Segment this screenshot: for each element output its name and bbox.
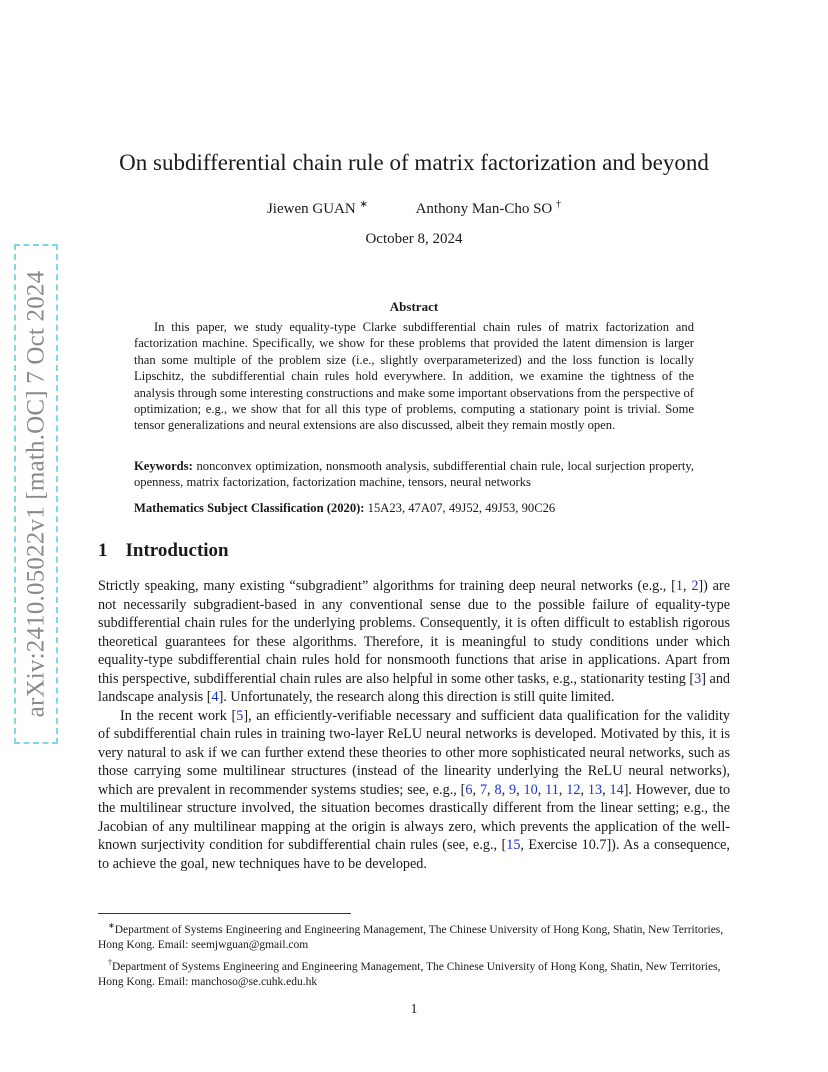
keywords — [134, 458, 694, 491]
author-1 — [267, 201, 368, 217]
author-list — [0, 199, 828, 218]
page-number: 1 — [410, 1002, 418, 1017]
citation-link[interactable]: 13 — [587, 781, 603, 798]
text-run: ]. However, due to the multilinear structure involved, the situation becomes drastically different from the linear setting; e.g., the Jacobian of any multilinear mapping at the origin is always zero, which prevents the application of the well-known surjectivity condition for subdifferential chain rules (see, e.g., [ — [98, 781, 731, 853]
citation-link[interactable]: 4 — [211, 689, 219, 705]
author-1-mark: ∗ — [359, 199, 368, 210]
citation-link[interactable]: 6 — [465, 781, 473, 798]
text-run: Strictly speaking, many existing “subgradient” algorithms for training deep neural networks (e.g., [ — [98, 578, 676, 594]
footnote-1-text: Department of Systems Engineering and Engineering Management, The Chinese University of Hong Kong, Shatin, New Territories, Hong Kong. Email: seemjwguan@gmail.com — [98, 923, 724, 952]
section-heading — [98, 540, 229, 562]
abstract-heading: Abstract — [389, 299, 439, 314]
footnote-1-mark: ∗ — [108, 921, 115, 930]
text-run: , — [682, 578, 692, 594]
citation-link[interactable]: 15 — [506, 837, 521, 853]
arxiv-stamp — [14, 244, 58, 744]
abstract-text: In this paper, we study equality-type Clarke subdifferential chain rules of matrix factorization and factorization machine. Specifically, we show for these problems that provided the latent dimension is larger than some multiple of the problem size (i.e., slightly overparameterized) and the loss function is locally Lipschitz, the subdifferential chain rules hold everywhere. In addition, we examine the tightness of the analysis through some interesting constructions and make some important observations from the perspective of optimization; e.g., we show that for all this type of problems, computing a stationary point is trivial. Some tensor generalizations and neural extensions are also discussed, albeit they remain mostly open. — [134, 320, 694, 433]
footnote-2-text: Department of Systems Engineering and Engineering Management, The Chinese University of Hong Kong, Shatin, New Territories, Hong Kong. Email: manchoso@se.cuhk.edu.hk — [98, 960, 721, 989]
citation-link[interactable]: 14 — [609, 781, 624, 798]
author-2-mark: † — [556, 199, 562, 210]
text-run: ] and landscape analysis [ — [98, 670, 731, 705]
msc-text: 15A23, 47A07, 49J52, 49J53, 90C26 — [367, 501, 556, 515]
footnote-divider — [98, 913, 351, 914]
text-run: ], an efficiently-verifiable necessary and sufficient data qualification for the validity of subdifferential chain rules in training two-layer ReLU neural networks is developed. Motivated by this, it is very natural to ask if we can further extend these theories to other more sophisticated neural networks, such as those carrying some multilinear structures (instead of the linearity underlying the ReLU neural networks), which are prevalent in recommender systems studies; see, e.g., [ — [98, 707, 731, 798]
footnote-2-mark: † — [108, 957, 112, 967]
footnote-1 — [98, 918, 730, 954]
text-run: ]) are not necessarily subgradient-based in any conventional sense due to the possible failure of equality-type subdifferential chain rules for the underlying problems. Consequently, it is often difficult to establish rigorous theoretical guarantees for these algorithms. Therefore, it is meaningful to study conditions under which equality-type subdifferential chain rules hold for nonsmooth functions that arise in applications. Apart from this perspective, subdifferential chain rules are also helpful in some other tasks, e.g., stationarity testing [ — [98, 578, 731, 687]
introduction-body — [98, 577, 730, 873]
citation-link[interactable]: 10 — [523, 781, 538, 798]
arxiv-stamp-text: arXiv:2410.05022v1 [math.OC] 7 Oct 2024 — [22, 270, 50, 718]
citation-link[interactable]: 11 — [545, 781, 559, 798]
msc-label: Mathematics Subject Classification (2020): — [134, 501, 365, 515]
citation-link[interactable]: 9 — [509, 781, 517, 798]
section-title: Introduction — [125, 540, 229, 561]
section-number: 1 — [98, 540, 108, 561]
citation-link[interactable]: 12 — [566, 781, 581, 798]
msc-classification — [134, 500, 694, 516]
paragraph-1 — [98, 577, 730, 707]
paper-title: On subdifferential chain rule of matrix factorization and beyond — [119, 150, 709, 175]
text-run: ]. Unfortunately, the research along this direction is still quite limited. — [218, 689, 615, 705]
citation-link[interactable]: 3 — [694, 670, 702, 687]
keywords-label: Keywords: — [134, 459, 193, 473]
citation-link[interactable]: 1 — [675, 578, 683, 594]
citation-link[interactable]: 2 — [691, 578, 699, 594]
citation-link[interactable]: 7 — [479, 781, 488, 798]
paragraph-2: In the recent work [5], an efficiently-verifiable necessary and sufficient data qualification for the validity of subdifferential chain rules in training two-layer ReLU neural networks is developed. Motivated by this, it is very natural to ask if we can further extend these theories to other more sophisticated neural networks, such as those carrying some multilinear structures (instead of the linearity underlying the ReLU neural networks), which are prevalent in recommender systems studies; see, e.g., [6, 7, 8, 9, 10, 11, 12, 13, 14]. However, due to the multilinear structure involved, the situation becomes drastically different from the linear setting; e.g., the Jacobian of any multilinear mapping at the origin is always zero, which prevents the application of the well-known surjectivity condition for subdifferential chain rules (see, e.g., [15, Exercise 10.7]). As a consequence, to achieve the goal, new techniques have to be developed. — [98, 707, 731, 872]
citation-link[interactable]: 5 — [236, 707, 244, 724]
keywords-text: nonconvex optimization, nonsmooth analysis, subdifferential chain rule, local surjection property, openness, matrix factorization, factorization machine, tensors, neural networks — [134, 459, 694, 490]
author-2-name: Anthony Man-Cho SO — [415, 201, 553, 217]
citation-link[interactable]: 8 — [494, 781, 502, 798]
text-run: , Exercise 10.7]). As a consequence, to achieve the goal, new techniques have to be developed. — [98, 837, 730, 872]
text-run: In the recent work [ — [120, 707, 237, 724]
paper-date: October 8, 2024 — [365, 231, 463, 247]
author-2 — [416, 201, 561, 217]
footnote-2 — [98, 955, 730, 991]
author-1-name: Jiewen GUAN — [266, 201, 356, 217]
footnotes — [98, 918, 730, 992]
